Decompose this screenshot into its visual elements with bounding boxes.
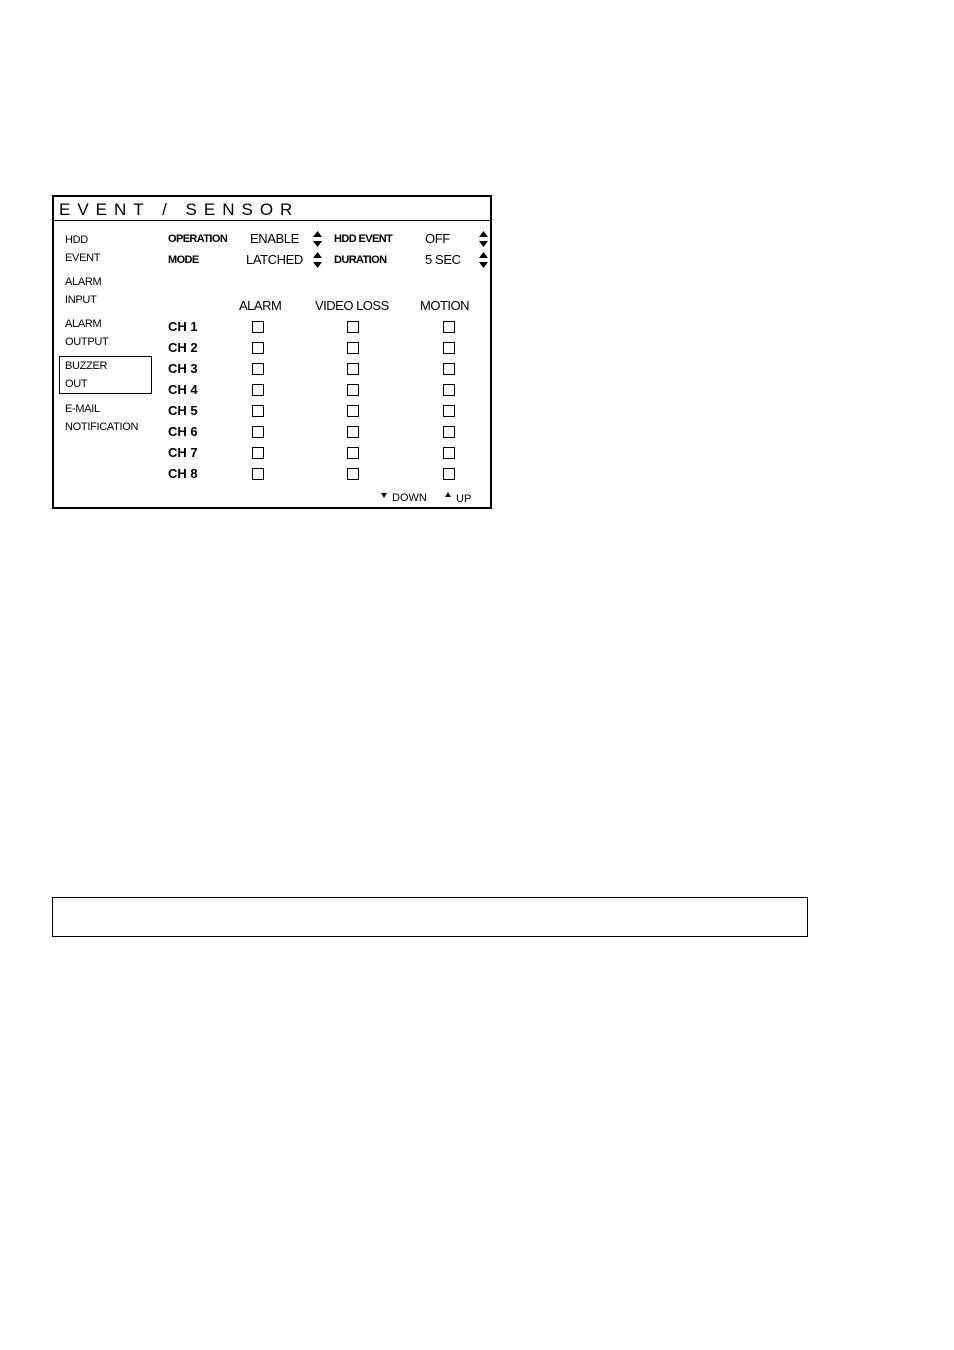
- triangle-down-icon: [381, 493, 387, 498]
- mode-label: MODE: [168, 254, 199, 266]
- sidebar-item-hdd-event[interactable]: [65, 231, 157, 267]
- motion-checkbox[interactable]: [443, 405, 455, 417]
- hdd-event-label: HDD EVENT: [334, 233, 393, 245]
- triangle-up-icon: [445, 492, 451, 497]
- video-loss-checkbox[interactable]: [347, 363, 359, 375]
- motion-checkbox[interactable]: [443, 321, 455, 333]
- up-nav-button[interactable]: [445, 492, 471, 505]
- motion-checkbox[interactable]: [443, 342, 455, 354]
- sidebar-item-label: EVENT: [65, 252, 101, 264]
- video-loss-checkbox[interactable]: [347, 468, 359, 480]
- mode-value[interactable]: LATCHED: [246, 252, 303, 267]
- sidebar-item-alarm-input[interactable]: [65, 273, 157, 309]
- duration-value[interactable]: 5 SEC: [425, 252, 461, 267]
- up-down-arrows-icon[interactable]: [479, 231, 488, 247]
- column-header-motion: MOTION: [420, 298, 469, 313]
- video-loss-checkbox[interactable]: [347, 342, 359, 354]
- event-sensor-panel: [52, 195, 492, 509]
- motion-checkbox[interactable]: [443, 447, 455, 459]
- motion-checkbox[interactable]: [443, 426, 455, 438]
- empty-note-box: [52, 897, 808, 937]
- alarm-checkbox[interactable]: [252, 384, 264, 396]
- alarm-checkbox[interactable]: [252, 426, 264, 438]
- sidebar-item-alarm-output[interactable]: [65, 315, 157, 351]
- channel-label: CH 7: [168, 445, 198, 460]
- channel-label: CH 3: [168, 361, 198, 376]
- column-header-alarm: ALARM: [239, 298, 282, 313]
- sidebar-item-email-notification[interactable]: [65, 400, 157, 436]
- alarm-checkbox[interactable]: [252, 447, 264, 459]
- video-loss-checkbox[interactable]: [347, 405, 359, 417]
- sidebar-item-label: ALARM: [65, 318, 102, 330]
- video-loss-checkbox[interactable]: [347, 426, 359, 438]
- sidebar-item-label: E-MAIL: [65, 403, 100, 415]
- alarm-checkbox[interactable]: [252, 342, 264, 354]
- channel-label: CH 6: [168, 424, 198, 439]
- sidebar-item-label: ALARM: [65, 276, 102, 288]
- sidebar-item-label: HDD: [65, 234, 88, 246]
- operation-value[interactable]: ENABLE: [250, 231, 299, 246]
- sidebar-item-label: INPUT: [65, 294, 97, 306]
- motion-checkbox[interactable]: [443, 363, 455, 375]
- channel-label: CH 4: [168, 382, 198, 397]
- channel-label: CH 5: [168, 403, 198, 418]
- sidebar-item-label: OUTPUT: [65, 336, 109, 348]
- sidebar-item-label: OUT: [65, 378, 88, 390]
- up-down-arrows-icon[interactable]: [313, 252, 322, 268]
- sidebar-item-label: BUZZER: [65, 360, 108, 372]
- sidebar-item-buzzer-out[interactable]: [59, 356, 152, 394]
- down-label: DOWN: [392, 492, 427, 504]
- alarm-checkbox[interactable]: [252, 363, 264, 375]
- up-down-arrows-icon[interactable]: [479, 252, 488, 268]
- column-header-video-loss: VIDEO LOSS: [315, 298, 389, 313]
- alarm-checkbox[interactable]: [252, 405, 264, 417]
- video-loss-checkbox[interactable]: [347, 384, 359, 396]
- alarm-checkbox[interactable]: [252, 468, 264, 480]
- hdd-event-value[interactable]: OFF: [425, 231, 450, 246]
- channel-label: CH 8: [168, 466, 198, 481]
- channel-label: CH 1: [168, 319, 198, 334]
- alarm-checkbox[interactable]: [252, 321, 264, 333]
- panel-title: EVENT / SENSOR: [54, 197, 490, 221]
- up-down-arrows-icon[interactable]: [313, 231, 322, 247]
- duration-label: DURATION: [334, 254, 387, 266]
- operation-label: OPERATION: [168, 233, 228, 245]
- motion-checkbox[interactable]: [443, 384, 455, 396]
- video-loss-checkbox[interactable]: [347, 447, 359, 459]
- video-loss-checkbox[interactable]: [347, 321, 359, 333]
- channel-label: CH 2: [168, 340, 198, 355]
- up-label: UP: [456, 493, 472, 505]
- down-nav-button[interactable]: [381, 492, 427, 504]
- motion-checkbox[interactable]: [443, 468, 455, 480]
- sidebar-item-label: NOTIFICATION: [65, 421, 139, 433]
